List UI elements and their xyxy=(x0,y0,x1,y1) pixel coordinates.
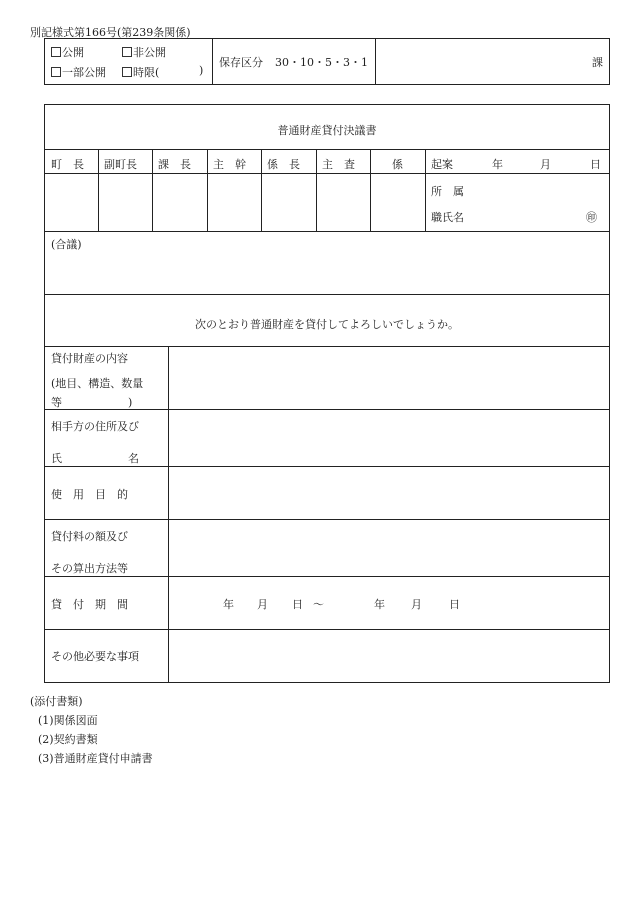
checkbox-icon xyxy=(122,47,132,57)
request-sentence: 次のとおり普通財産を貸付してよろしいでしょうか。 xyxy=(195,318,459,331)
consultation-label: (合議) xyxy=(51,238,82,251)
period-end-month: 月 xyxy=(411,598,422,611)
checkbox-icon xyxy=(122,67,132,77)
section-suffix: 課 xyxy=(592,56,603,69)
grid-line xyxy=(98,149,99,231)
row-label-property-detail-end: 等 ) xyxy=(51,396,133,409)
timed-checkbox[interactable]: 時限( xyxy=(122,64,159,80)
disclosure-table xyxy=(44,38,610,85)
approver-deputy-mayor: 副町長 xyxy=(104,158,137,171)
period-end-day: 日 xyxy=(449,598,460,611)
disclosure-options xyxy=(45,39,212,84)
row-label-counterparty-name: 氏 名 xyxy=(51,452,139,465)
checkbox-icon xyxy=(51,67,61,77)
grid-line xyxy=(45,173,609,174)
approver-staff: 係 xyxy=(392,158,403,171)
approver-chief-officer: 主 幹 xyxy=(213,158,246,171)
retention-label: 保存区分 xyxy=(219,56,263,69)
loan-resolution-form xyxy=(44,104,610,683)
draft-label: 起案 xyxy=(431,158,453,171)
approver-subsection-chief: 係 長 xyxy=(267,158,300,171)
grid-line xyxy=(45,466,609,467)
attachment-item: (1)関係図面 xyxy=(38,714,98,727)
retention-cell xyxy=(212,39,376,84)
public-checkbox[interactable]: 公開 xyxy=(51,44,84,60)
grid-line xyxy=(45,519,609,520)
non-public-checkbox[interactable]: 非公開 xyxy=(122,44,166,60)
grid-line xyxy=(207,149,208,231)
grid-line xyxy=(45,346,609,347)
grid-line xyxy=(45,294,609,295)
grid-line xyxy=(152,149,153,231)
period-start-month: 月 xyxy=(257,598,268,611)
draft-day: 日 xyxy=(590,158,601,171)
draft-month: 月 xyxy=(540,158,551,171)
period-tilde: ～ xyxy=(313,598,324,611)
grid-line xyxy=(425,149,426,231)
row-label-property-content: 貸付財産の内容 xyxy=(51,352,128,365)
draft-year: 年 xyxy=(492,158,503,171)
grid-line xyxy=(261,149,262,231)
row-label-purpose: 使 用 目 的 xyxy=(51,488,128,501)
period-start-year: 年 xyxy=(223,598,234,611)
form-label: 別記様式第166号(第239条関係) xyxy=(30,26,191,39)
grid-line xyxy=(316,149,317,231)
document-title: 普通財産貸付決議書 xyxy=(277,124,377,137)
approver-section-chief: 課 長 xyxy=(158,158,191,171)
timed-close-paren: ) xyxy=(199,64,204,77)
grid-line xyxy=(45,629,609,630)
period-end-year: 年 xyxy=(374,598,385,611)
grid-line xyxy=(45,576,609,577)
partial-public-checkbox[interactable]: 一部公開 xyxy=(51,64,106,80)
row-label-property-detail: (地目、構造、数量 xyxy=(51,377,144,390)
row-label-period: 貸 付 期 間 xyxy=(51,598,128,611)
grid-line xyxy=(168,346,169,682)
retention-value: 30・10・5・3・1 xyxy=(275,56,368,69)
period-start-day: 日 xyxy=(292,598,303,611)
checkbox-icon xyxy=(51,47,61,57)
row-label-fee: 貸付料の額及び xyxy=(51,530,128,543)
attachment-item: (3)普通財産貸付申請書 xyxy=(38,752,153,765)
row-label-counterparty: 相手方の住所及び xyxy=(51,420,139,433)
row-label-fee-method: その算出方法等 xyxy=(51,562,128,575)
affiliation-label: 所 属 xyxy=(431,185,464,198)
attachment-item: (2)契約書類 xyxy=(38,733,98,746)
row-label-other: その他必要な事項 xyxy=(51,650,139,663)
seal-icon: ㊞ xyxy=(586,211,597,224)
attachments-heading: (添付書類) xyxy=(30,695,83,708)
section-cell xyxy=(375,39,609,84)
name-label: 職氏名 xyxy=(431,211,464,224)
grid-line xyxy=(45,149,609,150)
approver-senior-staff: 主 査 xyxy=(322,158,355,171)
approver-town-mayor: 町 長 xyxy=(51,158,84,171)
grid-line xyxy=(370,149,371,231)
grid-line xyxy=(45,231,609,232)
